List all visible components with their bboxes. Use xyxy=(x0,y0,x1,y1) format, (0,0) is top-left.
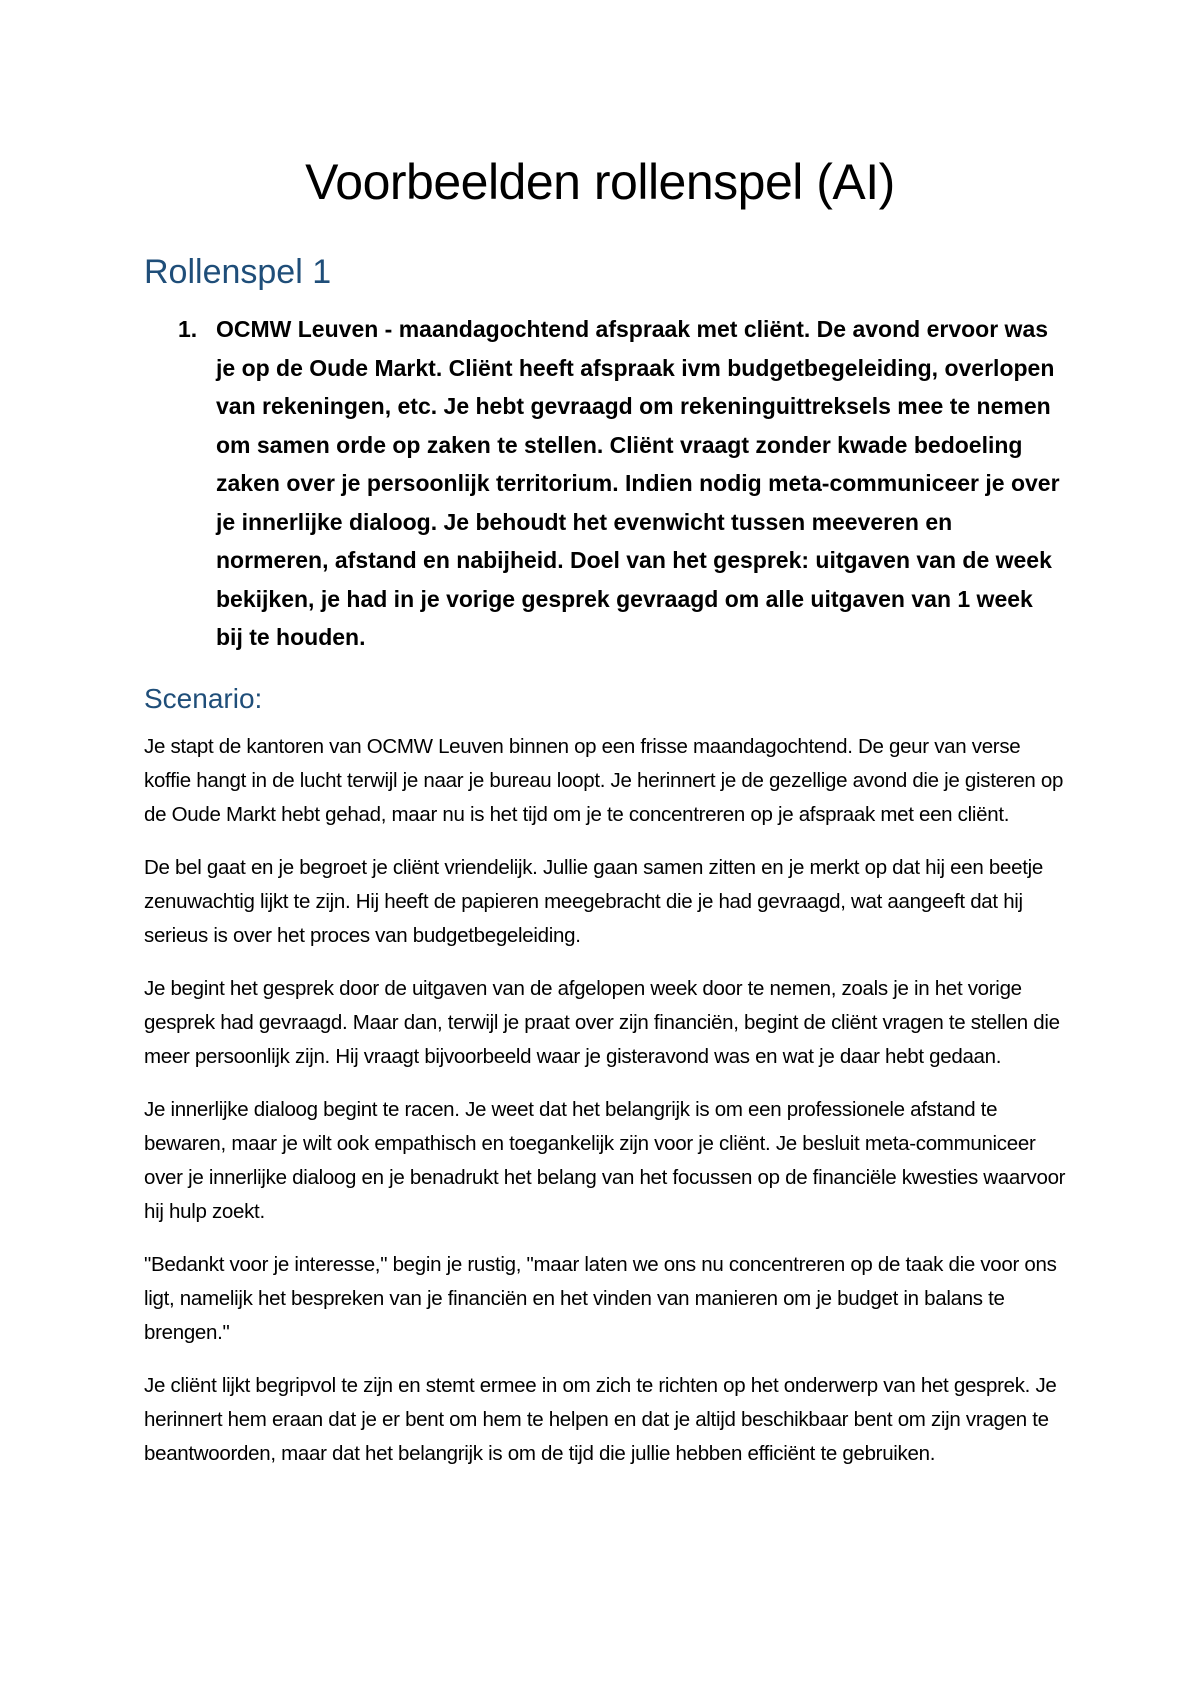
paragraph: "Bedankt voor je interesse," begin je rustig, "maar laten we ons nu concentreren op de taak die voor ons ligt, namelijk het bespreken van je financiën en het vinden van manieren om je budget in balans te brengen." xyxy=(144,1253,1057,1344)
paragraph: Je cliënt lijkt begripvol te zijn en stemt ermee in om zich te richten op het onderwerp van het gesprek. Je herinnert hem eraan dat je er bent om hem te helpen en dat je altijd beschikbaar bent om zijn vragen te beantwoorden, maar dat het belangrijk is om de tijd die jullie hebben efficiënt te gebruiken. xyxy=(144,1374,1057,1465)
paragraph: De bel gaat en je begroet je cliënt vriendelijk. Jullie gaan samen zitten en je merkt op dat hij een beetje zenuwachtig lijkt te zijn. Hij heeft de papieren meegebracht die je had gevraagd, wat aangeeft dat hij serieus is over het proces van budgetbegeleiding. xyxy=(144,856,1043,947)
scenario-heading: Scenario: xyxy=(144,683,263,714)
paragraph: Je begint het gesprek door de uitgaven van de afgelopen week door te nemen, zoals je in het vorige gesprek had gevraagd. Maar dan, terwijl je praat over zijn financiën, begint de cliënt vragen te stellen die meer persoonlijk zijn. Hij vraagt bijvoorbeeld waar je gisteravond was en wat je daar hebt gedaan. xyxy=(144,977,1060,1068)
section-heading: Rollenspel 1 xyxy=(144,253,332,291)
list-item xyxy=(144,310,1064,657)
numbered-list xyxy=(144,310,1064,657)
list-item-text: OCMW Leuven - maandagochtend afspraak met cliënt. De avond ervoor was je op de Oude Markt. Cliënt heeft afspraak ivm budgetbegeleiding, overlopen van rekeningen, etc. Je hebt gevraagd om rekeninguittreksels mee te nemen om samen orde op zaken te stellen. Cliënt vraagt zonder kwade bedoeling zaken over je persoonlijk territorium. Indien nodig meta-communiceer je over je innerlijke dialoog. Je behoudt het evenwicht tussen meeveren en normeren, afstand en nabijheid. Doel van het gesprek: uitgaven van de week bekijken, je had in je vorige gesprek gevraagd om alle uitgaven van 1 week bij te houden. xyxy=(216,316,1060,650)
list-item-number: 1. xyxy=(178,316,198,342)
paragraph: Je stapt de kantoren van OCMW Leuven binnen op een frisse maandagochtend. De geur van verse koffie hangt in de lucht terwijl je naar je bureau loopt. Je herinnert je de gezellige avond die je gisteren op de Oude Markt hebt gehad, maar nu is het tijd om je te concentreren op je afspraak met een cliënt. xyxy=(144,735,1064,826)
document-title: Voorbeelden rollenspel (AI) xyxy=(305,154,895,210)
scenario-body xyxy=(144,730,1069,1490)
paragraph: Je innerlijke dialoog begint te racen. Je weet dat het belangrijk is om een professionele afstand te bewaren, maar je wilt ook empathisch en toegankelijk zijn voor je cliënt. Je besluit meta-communiceer over je innerlijke dialoog en je benadrukt het belang van het focussen op de financiële kwesties waarvoor hij hulp zoekt. xyxy=(144,1098,1066,1223)
